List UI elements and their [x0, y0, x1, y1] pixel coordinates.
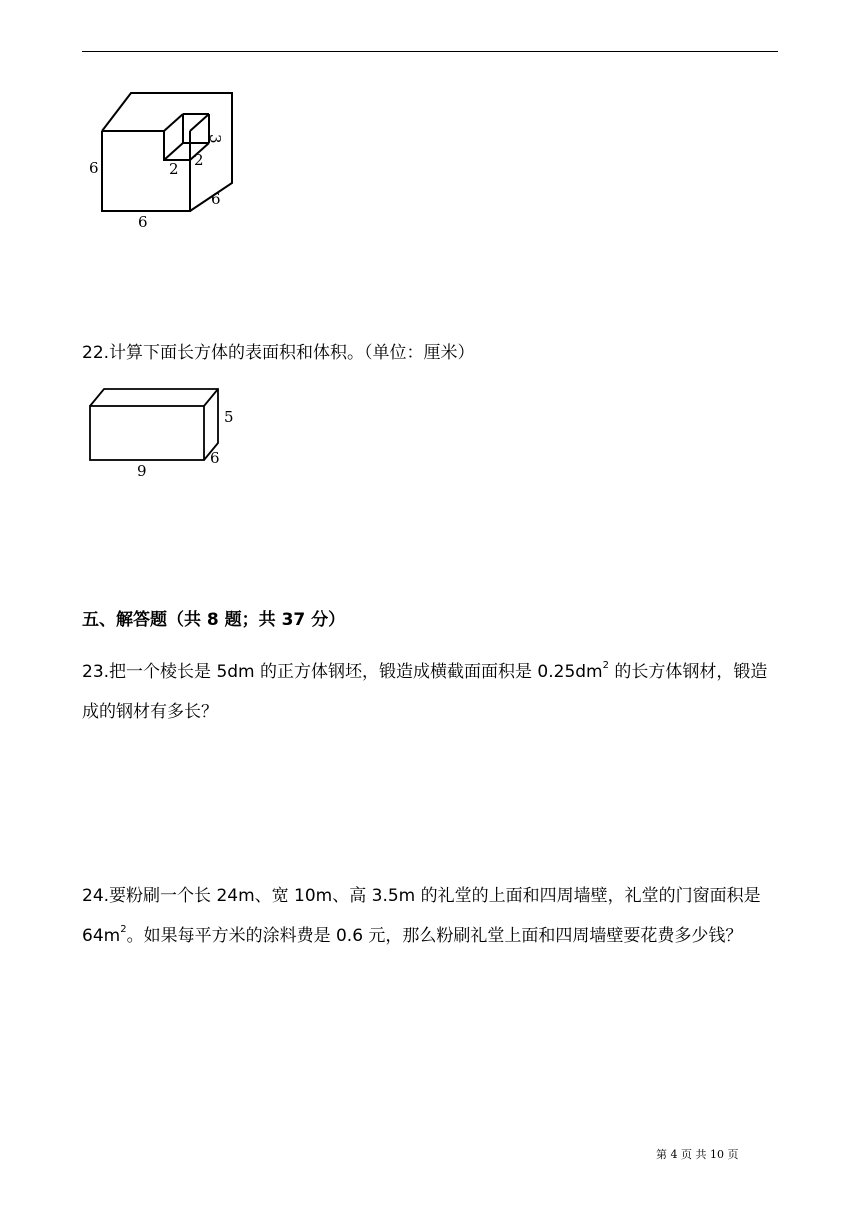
fig1-label-width: 6 — [138, 213, 148, 231]
q24-text-1: 24.要粉刷一个长 24m、宽 10m、高 3.5m 的礼堂的上面和四周墙壁，礼堂的门窗面积是 64m — [82, 886, 761, 946]
question-23 — [82, 652, 782, 732]
figure-cube-with-notch — [86, 88, 246, 233]
q24-superscript: 2 — [120, 924, 127, 935]
section-heading: 五、解答题（共 8 题；共 37 分） — [82, 610, 346, 630]
q23-text-2: 的长方体钢材，锻造成的钢材有多长？ — [82, 662, 768, 722]
fig1-label-notch-height: 3 — [206, 134, 224, 144]
figure-cuboid — [86, 385, 246, 480]
page-footer: 第 4 页 共 10 页 — [656, 1148, 739, 1161]
q24-text-2: 。如果每平方米的涂料费是 0.6 元，那么粉刷礼堂上面和四周墙壁要花费多少钱？ — [126, 926, 743, 946]
question-24 — [82, 876, 782, 956]
fig2-label-width: 6 — [210, 449, 220, 467]
q23-superscript: 2 — [602, 660, 609, 671]
fig1-label-notch-width: 2 — [169, 160, 179, 178]
fig1-label-depth: 6 — [211, 190, 221, 208]
fig1-label-height: 6 — [89, 159, 99, 177]
fig2-label-height: 5 — [224, 408, 234, 426]
question-22: 22.计算下面长方体的表面积和体积。（单位：厘米） — [82, 343, 475, 363]
header-rule — [82, 51, 778, 52]
fig1-label-notch-depth: 2 — [194, 151, 204, 169]
fig2-label-length: 9 — [137, 462, 147, 480]
q23-text-1: 23.把一个棱长是 5dm 的正方体钢坯，锻造成横截面面积是 0.25dm — [82, 662, 603, 682]
